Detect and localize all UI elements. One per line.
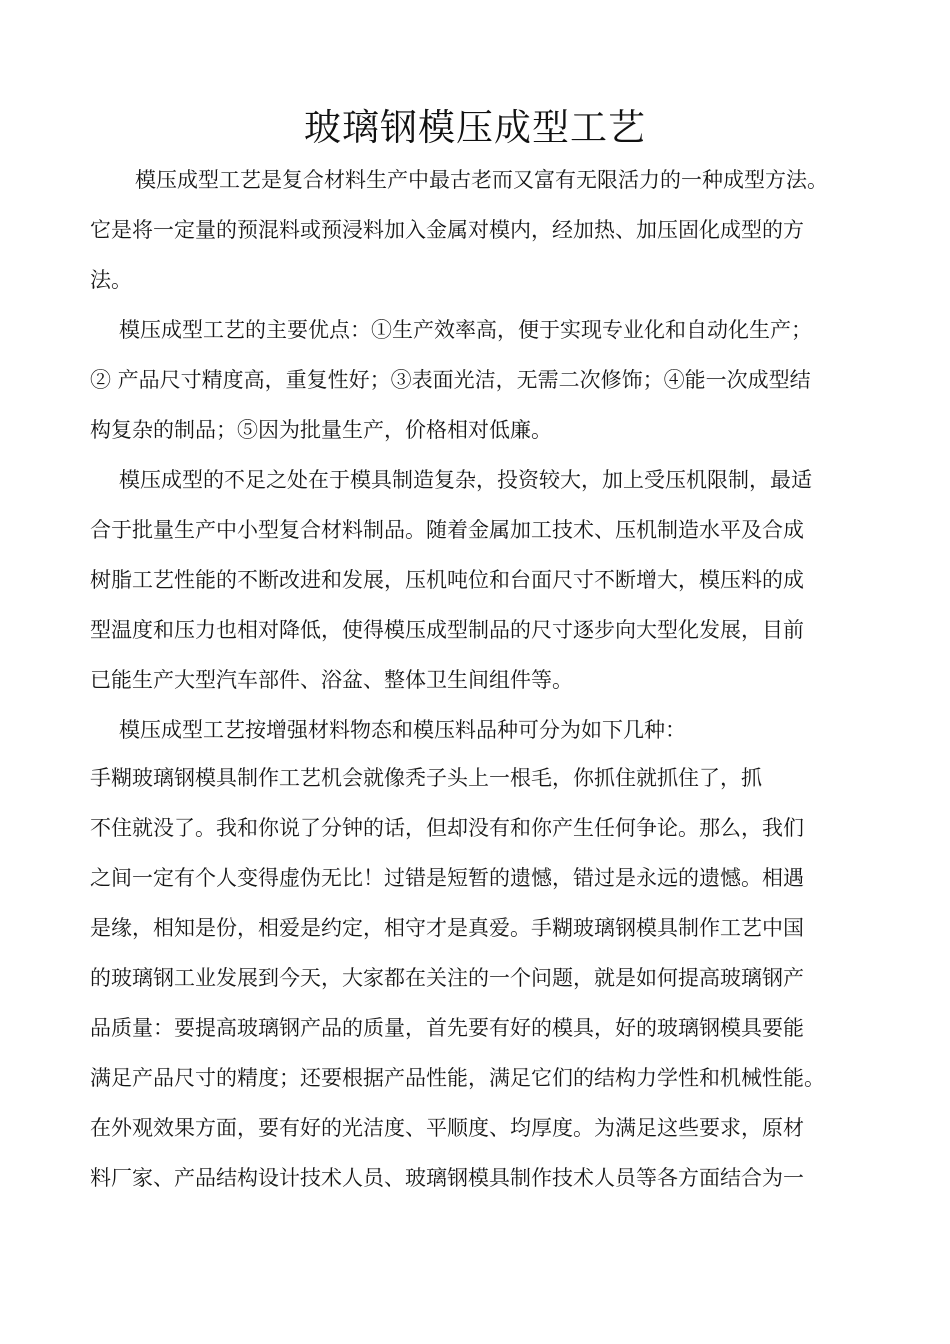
text-line: 品质量：要提高玻璃钢产品的质量，首先要有好的模具，好的玻璃钢模具要能 <box>90 1016 804 1040</box>
text-line: 模压成型的不足之处在于模具制造复杂，投资较大，加上受压机限制，最适 <box>119 468 812 492</box>
text-line: 是缘，相知是份，相爱是约定，相守才是真爱。手糊玻璃钢模具制作工艺中国 <box>90 916 804 940</box>
text-line: 模压成型工艺的主要优点：①生产效率高，便于实现专业化和自动化生产； <box>119 318 812 342</box>
text-line: 构复杂的制品；⑤因为批量生产，价格相对低廉。 <box>90 418 552 442</box>
text-line: 合于批量生产中小型复合材料制品。随着金属加工技术、压机制造水平及合成 <box>90 518 804 542</box>
text-line: 不住就没了。我和你说了分钟的话，但却没有和你产生任何争论。那么，我们 <box>90 816 804 840</box>
text-line: ② 产品尺寸精度高，重复性好；③表面光洁，无需二次修饰；④能一次成型结 <box>90 368 811 392</box>
text-line: 在外观效果方面，要有好的光洁度、平顺度、均厚度。为满足这些要求，原材 <box>90 1116 804 1140</box>
text-line: 模压成型工艺按增强材料物态和模压料品种可分为如下几种： <box>119 718 686 742</box>
text-line: 的玻璃钢工业发展到今天，大家都在关注的一个问题，就是如何提高玻璃钢产 <box>90 966 804 990</box>
text-line: 满足产品尺寸的精度；还要根据产品性能，满足它们的结构力学性和机械性能。 <box>90 1066 825 1090</box>
document-title: 玻璃钢模压成型工艺 <box>304 106 646 149</box>
text-line: 手糊玻璃钢模具制作工艺机会就像秃子头上一根毛，你抓住就抓住了，抓 <box>90 766 762 790</box>
text-line: 已能生产大型汽车部件、浴盆、整体卫生间组件等。 <box>90 668 573 692</box>
text-line: 法。 <box>90 268 132 292</box>
text-line: 树脂工艺性能的不断改进和发展，压机吨位和台面尺寸不断增大，模压料的成 <box>90 568 804 592</box>
text-line: 料厂家、产品结构设计技术人员、玻璃钢模具制作技术人员等各方面结合为一 <box>90 1166 804 1190</box>
text-line: 模压成型工艺是复合材料生产中最古老而又富有无限活力的一种成型方法。 <box>135 168 828 192</box>
text-line: 它是将一定量的预混料或预浸料加入金属对模内，经加热、加压固化成型的方 <box>90 218 804 242</box>
text-line: 型温度和压力也相对降低，使得模压成型制品的尺寸逐步向大型化发展，目前 <box>90 618 804 642</box>
text-line: 之间一定有个人变得虚伪无比！过错是短暂的遗憾，错过是永远的遗憾。相遇 <box>90 866 804 890</box>
